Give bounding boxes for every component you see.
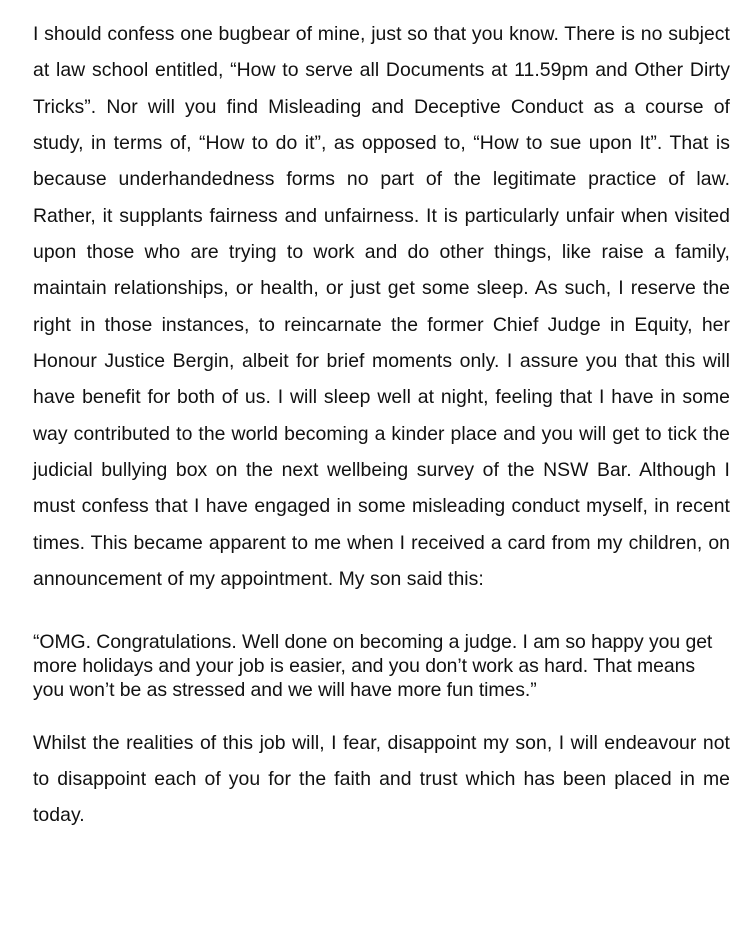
son-quote: “OMG. Congratulations. Well done on becoming a judge. I am so happy you get more holidays and your job is easier, and you don’t work as hard. That means you won’t be as stressed and we will have more fun times.”	[33, 630, 713, 701]
body-paragraph-2: Whilst the realities of this job will, I fear, disappoint my son, I will endeavour not to disappoint each of you for the faith and trust which has been placed in me today.	[33, 731, 730, 827]
document-page	[33, 16, 730, 834]
body-paragraph-1: I should confess one bugbear of mine, just so that you know. There is no subject at law school entitled, “How to serve all Documents at 11.59pm and Other Dirty Tricks”. Nor will you find Misleading and Deceptive Conduct as a course of study, in terms of, “How to do it”, as opposed to, “How to sue upon It”. That is because underhandedness forms no part of the legitimate practice of law. Rather, it supplants fairness and unfairness. It is particularly unfair when visited upon those who are trying to work and do other things, like raise a family, maintain relationships, or health, or just get some sleep. As such, I reserve the right in those instances, to reincarnate the former Chief Judge in Equity, her Honour Justice Bergin, albeit for brief moments only. I assure you that this will have benefit for both of us. I will sleep well at night, feeling that I have in some way contributed to the world becoming a kinder place and you will get to tick the judicial bullying box on the next wellbeing survey of the NSW Bar. Although I must confess that I have engaged in some misleading conduct myself, in recent times. This became apparent to me when I received a card from my children, on announcement of my appointment. My son said this:	[33, 23, 730, 591]
